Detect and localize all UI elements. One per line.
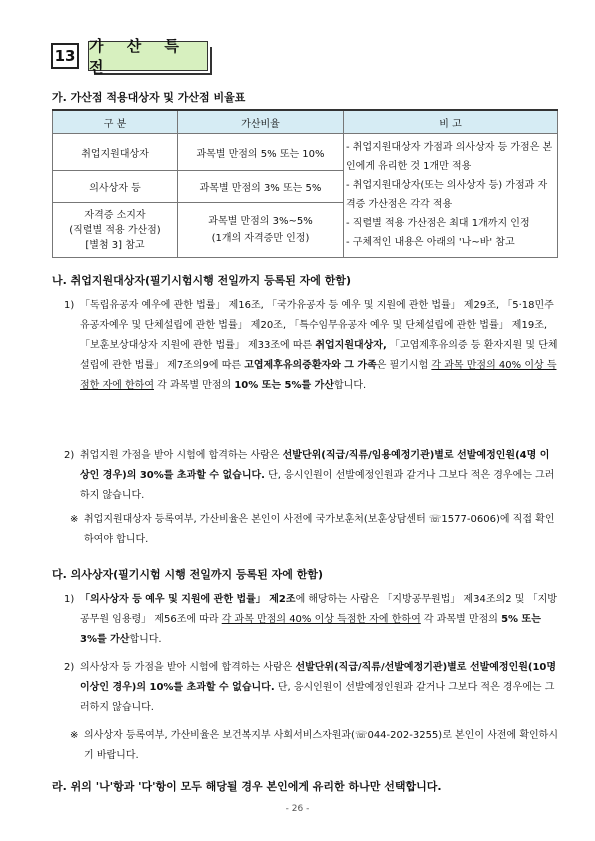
heading-ra: 라. 위의 '나'항과 '다'항이 모두 해당될 경우 본인에게 유리한 하나만 선택합니다. <box>52 780 442 793</box>
note-na <box>70 510 558 550</box>
remark-item: - 취업지원대상자(또는 의사상자 등) 가점과 자격증 가산점은 각각 적용 <box>346 180 548 210</box>
item-number: 2) <box>64 450 75 461</box>
note-da <box>70 726 558 766</box>
table-cell-rate: 과목별 만점의 3% 또는 5% <box>178 171 344 203</box>
table-header-rate: 가산비율 <box>178 110 344 134</box>
item-number: 1) <box>64 300 75 311</box>
note-text: 의사상자 등록여부, 가산비율은 보건복지부 사회서비스자원과(☏044-202-3255)로 본인이 사전에 확인하시기 바랍니다. <box>84 730 558 761</box>
item-number: 2) <box>64 662 75 673</box>
paragraph-na-2: 2) 취업지원 가점을 받아 시험에 합격하는 사람은 선발단위(직급/직류/임용예정기관)별로 선발예정인원(4명 이상인 경우)의 30%를 초과할 수 없습니다. 단, 응시인원이 선발예정인원과 같거나 그보다 적은 경우에는 그러하지 않습니다. <box>64 446 558 506</box>
paragraph-da-2: 2) 의사상자 등 가점을 받아 시험에 합격하는 사람은 선발단위(직급/직류/선발예정기관)별로 선발예정인원(10명 이상인 경우)의 10%를 초과할 수 없습니다. 단, 응시인원이 선발예정인원과 같거나 그보다 적은 경우에는 그러하지 않습니다. <box>64 658 558 718</box>
table-cell-remarks <box>344 134 558 258</box>
table-cell-category: 취업지원대상자 <box>53 134 178 171</box>
heading-ga: 가. 가산점 적용대상자 및 가산점 비율표 <box>52 91 246 104</box>
remark-item: - 직렬별 적용 가산점은 최대 1개까지 인정 <box>346 218 530 229</box>
table-cell-category: 자격증 소지자 (직렬별 적용 가산점) [별첨 3] 참고 <box>53 203 178 258</box>
section-number: 13 <box>51 43 79 69</box>
note-mark: ※ <box>70 730 79 741</box>
section-title <box>88 37 208 76</box>
paragraph-na-1: 1) 「독립유공자 예우에 관한 법률」 제16조, 「국가유공자 등 예우 및 지원에 관한 법률」 제29조, 「5·18민주유공자예우 및 단체설립에 관한 법률」 제20조, 「특수임무유공자 예우 및 단체설립에 관한 법률」 제19조, 「보훈보상대상자 지원에 관한 법률」 제33조에 따른 취업지원대상자, 「고엽제후유의증 등 환자지원 및 단체설립에 관한 법률」 제7조의9에 따른 고엽제후유의증환자와 그 가족은 필기시험 각 과목 만점의 40% 이상 득점한 자에 한하여 각 과목별 만점의 10% 또는 5%를 가산합니다. <box>64 296 558 396</box>
page-number: - 26 - <box>285 804 310 814</box>
bonus-rate-table <box>52 109 558 258</box>
note-text: 취업지원대상자 등록여부, 가산비율은 본인이 사전에 국가보훈처(보훈상담센터 ☏1577-0606)에 직접 확인하여야 합니다. <box>84 514 555 545</box>
table-row <box>53 134 558 171</box>
table-cell-rate: 과목별 만점의 3%~5% (1개의 자격증만 인정) <box>178 203 344 258</box>
table-cell-rate: 과목별 만점의 5% 또는 10% <box>178 134 344 171</box>
table-header-remarks: 비 고 <box>344 110 558 134</box>
table-header-category: 구 분 <box>53 110 178 134</box>
paragraph-da-1: 1) 「의사상자 등 예우 및 지원에 관한 법률」 제2조에 해당하는 사람은 「지방공무원법」 제34조의2 및 「지방공무원 임용령」 제56조에 따라 각 과목 만점의 40% 이상 득점한 자에 한하여 각 과목별 만점의 5% 또는 3%를 가산합니다. <box>64 590 558 650</box>
remark-item: - 취업지원대상자 가점과 의사상자 등 가점은 본인에게 유리한 것 1개만 적용 <box>346 142 553 172</box>
item-number: 1) <box>64 594 75 605</box>
heading-da: 다. 의사상자(필기시험 시행 전일까지 등록된 자에 한함) <box>52 568 323 581</box>
note-mark: ※ <box>70 514 79 525</box>
remark-item: - 구체적인 내용은 아래의 '나~바' 참고 <box>346 237 515 248</box>
section-title-text: 가 산 특 전 <box>89 37 188 76</box>
table-header-row <box>53 110 558 134</box>
heading-na: 나. 취업지원대상자(필기시험시행 전일까지 등록된 자에 한함) <box>52 274 352 287</box>
table-cell-category: 의사상자 등 <box>53 171 178 203</box>
